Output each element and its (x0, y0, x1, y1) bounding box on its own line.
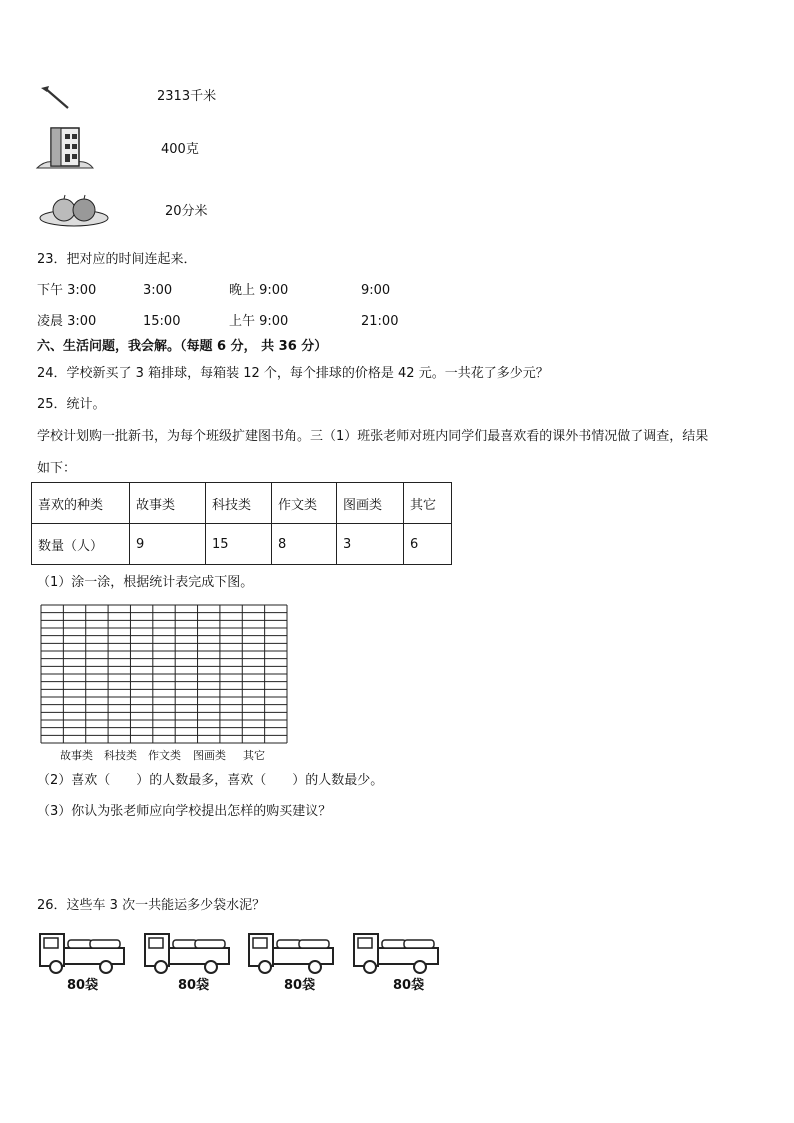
grid-label-1: 故事类 (60, 749, 93, 762)
grid-label-4: 图画类 (193, 749, 226, 762)
truck-label: 80袋 (284, 978, 316, 993)
table-cell: 3 (337, 524, 404, 565)
matching-value-3: 20分米 (165, 204, 208, 219)
table-row (32, 483, 452, 524)
q25-title: 25．统计。 (37, 397, 106, 412)
truck-icon (38, 926, 128, 980)
q23-r2-c1: 凌晨 3:00 (37, 314, 97, 329)
table-header-cell: 故事类 (130, 483, 206, 524)
q23-r1-c2: 3:00 (143, 283, 173, 298)
building-icon (35, 122, 95, 176)
q23-r2-c4: 21:00 (361, 314, 399, 329)
stats-table (31, 482, 452, 565)
q25-sub1: （1）涂一涂，根据统计表完成下图。 (37, 575, 254, 590)
truck-icon (247, 926, 337, 980)
table-header-cell: 图画类 (337, 483, 404, 524)
table-header-cell: 喜欢的种类 (32, 483, 130, 524)
q23-r2-c2: 15:00 (143, 314, 181, 329)
grid-label-2: 科技类 (104, 749, 137, 762)
q24-text: 24．学校新买了 3 箱排球，每箱装 12 个，每个排球的价格是 42 元。一共花了多少元？ (37, 366, 549, 381)
table-row (32, 524, 452, 565)
truck-label: 80袋 (393, 978, 425, 993)
q25-sub3: （3）你认为张老师应向学校提出怎样的购买建议？ (37, 804, 332, 819)
q25-intro-2: 如下： (37, 461, 77, 476)
truck-icon (143, 926, 233, 980)
truck-label: 80袋 (67, 978, 99, 993)
grid-label-3: 作文类 (148, 749, 181, 762)
section-6-title: 六、生活问题，我会解。（每题 6 分， 共 36 分） (37, 339, 328, 354)
q23-r2-c3: 上午 9:00 (229, 314, 289, 329)
q23-r1-c3: 晚上 9:00 (229, 283, 289, 298)
q23-r1-c4: 9:00 (361, 283, 391, 298)
q25-intro-1: 学校计划购一批新书，为每个班级扩建图书角。三（1）班张老师对班内同学们最喜欢看的课外书情况做了调查，结果 (37, 429, 709, 444)
table-cell: 9 (130, 524, 206, 565)
table-cell: 15 (206, 524, 272, 565)
nail-icon (38, 84, 72, 114)
table-header-cell: 科技类 (206, 483, 272, 524)
blank-chart-grid[interactable] (40, 604, 290, 748)
fruit-plate-icon (38, 192, 110, 232)
table-cell: 数量（人） (32, 524, 130, 565)
truck-icon (352, 926, 442, 980)
table-header-cell: 作文类 (272, 483, 337, 524)
table-cell: 6 (404, 524, 452, 565)
q23-r1-c1: 下午 3:00 (37, 283, 97, 298)
matching-value-2: 400克 (161, 142, 199, 157)
grid-label-5: 其它 (243, 749, 265, 762)
q26-text: 26．这些车 3 次一共能运多少袋水泥？ (37, 898, 266, 913)
table-cell: 8 (272, 524, 337, 565)
truck-label: 80袋 (178, 978, 210, 993)
table-header-cell: 其它 (404, 483, 452, 524)
q25-sub2: （2）喜欢（ ）的人数最多，喜欢（ ）的人数最少。 (37, 773, 384, 788)
matching-value-1: 2313千米 (157, 89, 217, 104)
q23-title: 23．把对应的时间连起来． (37, 252, 197, 267)
